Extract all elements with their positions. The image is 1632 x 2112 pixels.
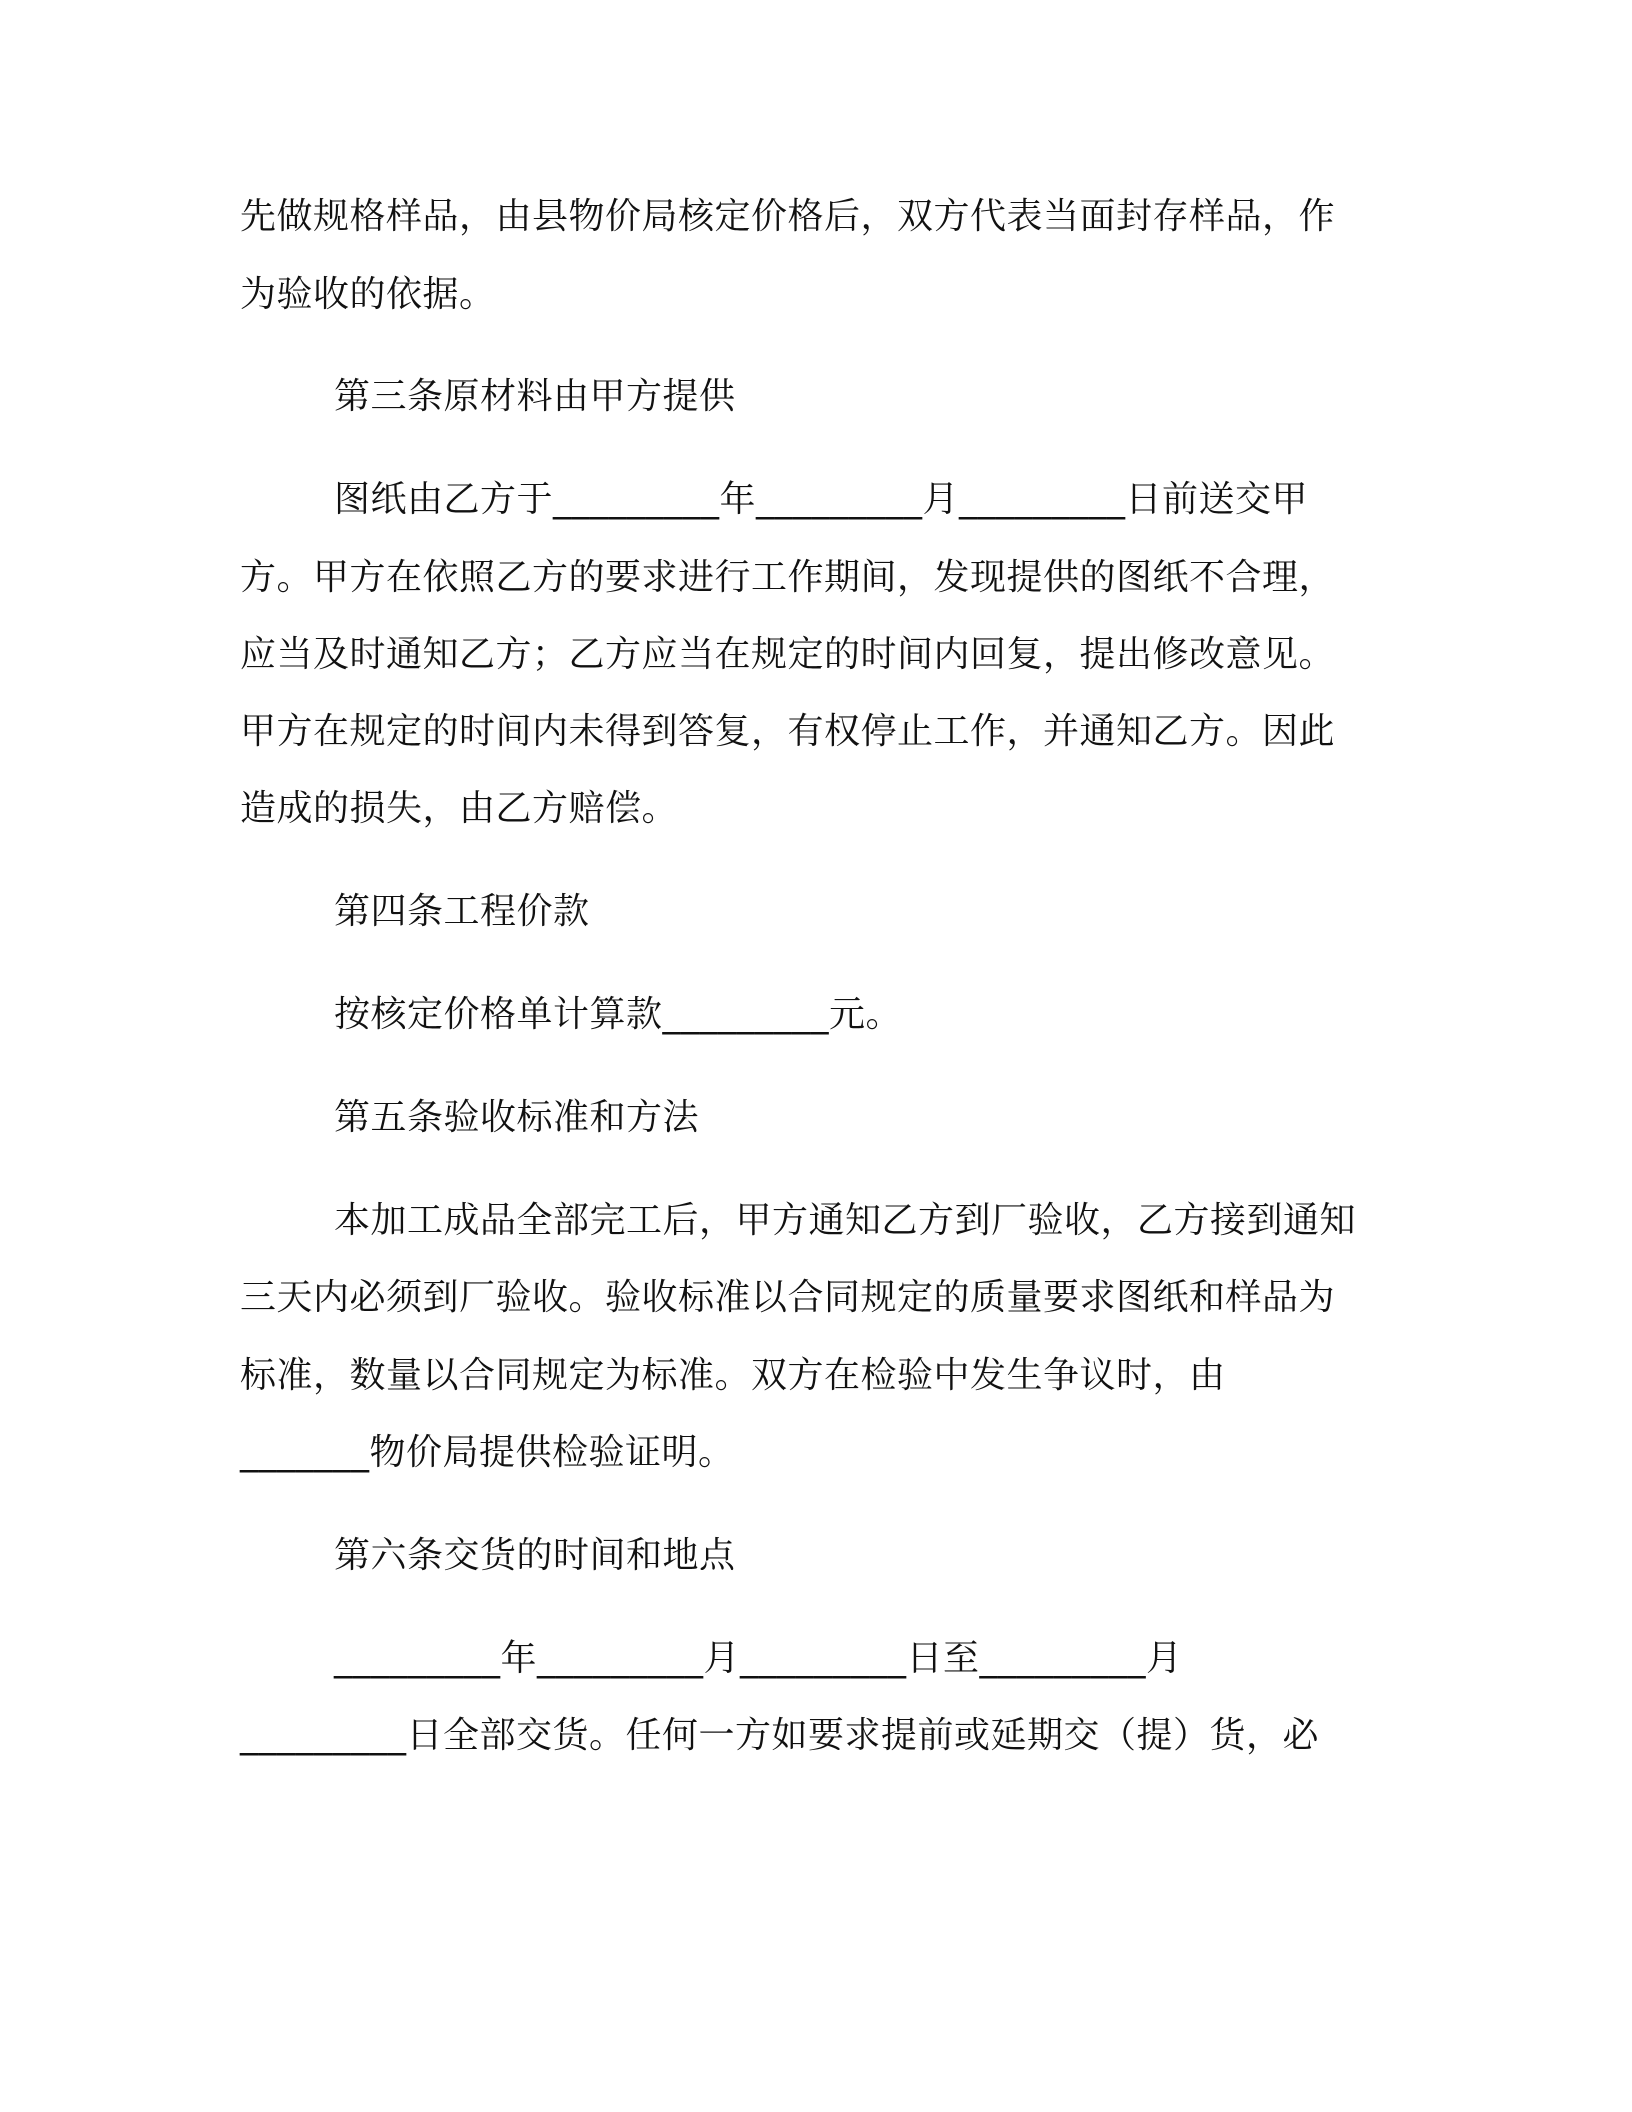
paragraph-line: 为验收的依据。 bbox=[240, 274, 496, 315]
paragraph-line: 造成的损失，由乙方赔偿。 bbox=[240, 788, 679, 829]
paragraph-line: 图纸由乙方于_________年_________月_________日前送交甲 bbox=[334, 479, 1309, 520]
paragraph-line: _________年_________月_________日至_________月 bbox=[334, 1638, 1183, 1679]
paragraph-line: _________日全部交货。任何一方如要求提前或延期交（提）货，必 bbox=[240, 1715, 1320, 1756]
paragraph-line: 先做规格样品，由县物价局核定价格后，双方代表当面封存样品，作 bbox=[240, 196, 1336, 237]
paragraph-line: 方。甲方在依照乙方的要求进行工作期间，发现提供的图纸不合理， bbox=[240, 557, 1336, 598]
paragraph-line: 应当及时通知乙方；乙方应当在规定的时间内回复，提出修改意见。 bbox=[240, 634, 1336, 675]
paragraph-line: _______物价局提供检验证明。 bbox=[240, 1432, 735, 1473]
article-heading: 第三条原材料由甲方提供 bbox=[334, 376, 736, 417]
paragraph-line: 三天内必须到厂验收。验收标准以合同规定的质量要求图纸和样品为 bbox=[240, 1277, 1336, 1318]
article-heading: 第五条验收标准和方法 bbox=[334, 1097, 700, 1138]
article-heading: 第四条工程价款 bbox=[334, 891, 590, 932]
article-heading: 第六条交货的时间和地点 bbox=[334, 1535, 736, 1576]
paragraph-line: 甲方在规定的时间内未得到答复，有权停止工作，并通知乙方。因此 bbox=[240, 711, 1336, 752]
paragraph-line: 按核定价格单计算款_________元。 bbox=[334, 994, 903, 1035]
paragraph-line: 标准，数量以合同规定为标准。双方在检验中发生争议时，由 bbox=[240, 1355, 1226, 1396]
paragraph-line: 本加工成品全部完工后，甲方通知乙方到厂验收，乙方接到通知 bbox=[334, 1200, 1357, 1241]
